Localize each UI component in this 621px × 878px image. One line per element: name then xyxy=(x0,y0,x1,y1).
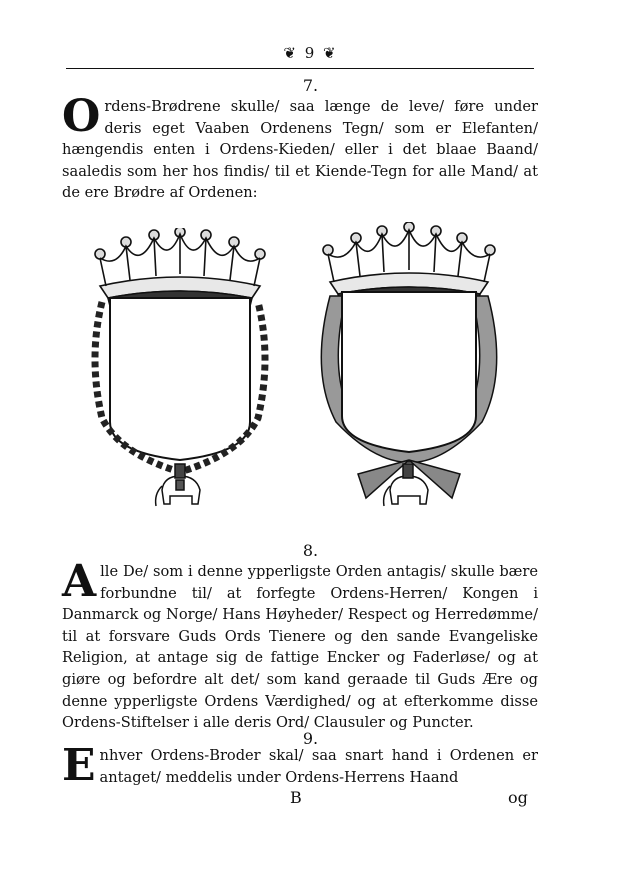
crown-left-icon xyxy=(95,228,265,306)
emblem-chain-collar xyxy=(80,228,280,520)
section-9-text: nhver Ordens-Broder skal/ saa snart hand i Ordenen er antaget/ meddelis under Ordens-Herrens Haand xyxy=(99,747,538,786)
page-number-value: 9 xyxy=(304,44,317,62)
page-number xyxy=(0,44,621,62)
ornament-left: ❦ xyxy=(283,44,298,62)
section-8-text: lle De/ som i denne ypperligste Orden antagis/ skulle bære forbundne til/ at forfegte Ordens-Herren/ Kongen i Danmarck og Norge/ Hans Høyheder/ Respect og Herredømme/ til at forsvare Guds Ords Tienere og den sande Evangeliske Religion, at antage sig de fattige Encker og Faderløse/ og at giøre og befordre alt det/ som kand geraade til Guds Ære og denne ypperligste Ordens Værdighed/ og at efterkomme disse Ordens-Stiftelser i alle deris Ord/ Clausuler og Puncter. xyxy=(62,563,538,732)
section-7-paragraph xyxy=(62,91,538,204)
shield-left xyxy=(110,298,250,460)
catchword: og xyxy=(508,788,528,807)
crown-right-icon xyxy=(323,222,495,302)
section-7-dropcap: O xyxy=(62,91,101,142)
section-9-number: 9. xyxy=(302,729,319,748)
signature-mark: B xyxy=(290,788,302,807)
section-8-paragraph xyxy=(62,556,538,734)
section-9-dropcap: E xyxy=(62,740,96,791)
header-rule xyxy=(66,68,534,69)
section-7-text: rdens-Brødrene skulle/ saa længe de leve/ føre under deris eget Vaaben Ordenens Tegn/ som er Elefanten/ hængendis enten i Ordens-Kieden/ eller i det blaae Baand/ saaledis som her hos findis/ til et Kiende-Tegn for alle Mand/ at de ere Brødre af Ordenen: xyxy=(62,98,538,202)
ornament-right: ❦ xyxy=(323,44,338,62)
section-9-paragraph xyxy=(62,740,538,791)
section-8-number: 8. xyxy=(302,541,319,560)
emblem-blue-ribbon xyxy=(310,222,508,518)
section-8-dropcap: A xyxy=(62,556,97,607)
elephant-pendant-left-icon xyxy=(156,464,200,506)
section-7-number: 7. xyxy=(302,76,319,95)
shield-right xyxy=(342,292,476,452)
